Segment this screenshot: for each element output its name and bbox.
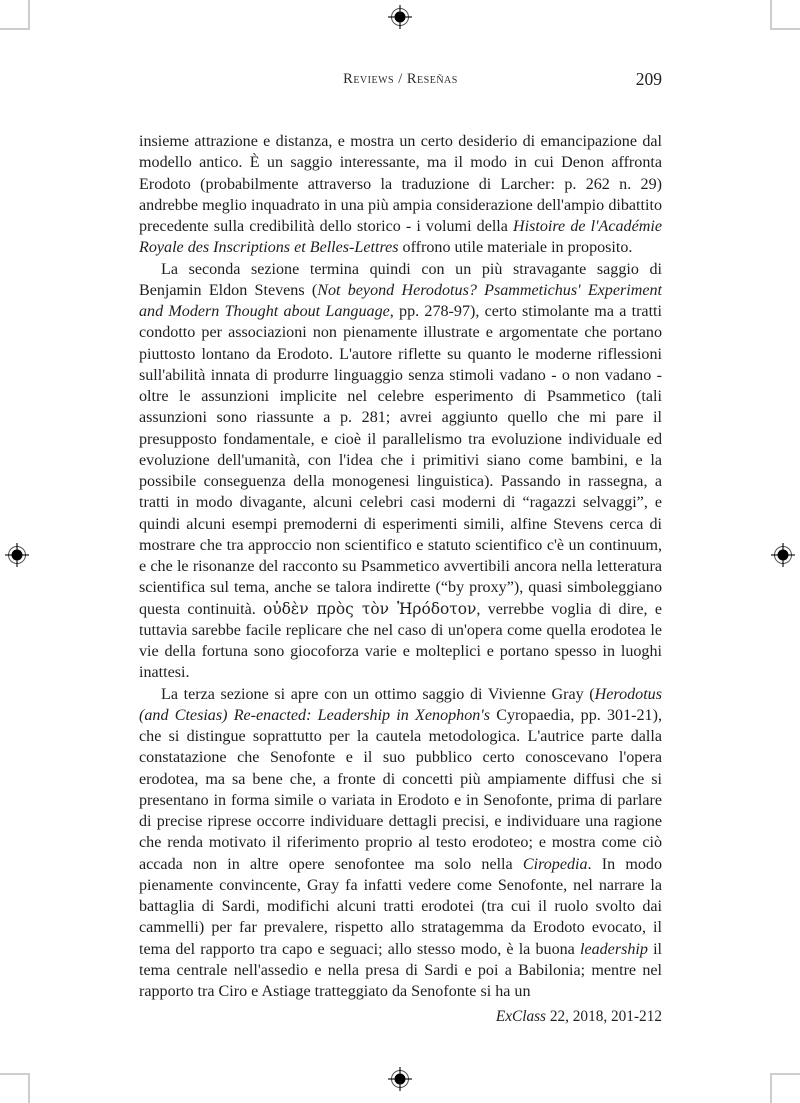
para-denon-italic-1: Histoire de l'Académie Royale des Inscriptions et Belles-Lettres (139, 218, 662, 257)
registration-target-icon (4, 542, 30, 568)
para-stevens-run-2: , pp. 278-97), certo stimolante ma a tratti condotto per associazioni non pienamente illustrate e argomentate che portano piuttosto lontano da Erodoto. L'autore riflette su quanto le moderne riflessioni sull'abilità innata di produrre linguaggio senza stimoli vadano - o non vadano - oltre le assunzioni implicite nel celebre esperimento di Psammetico (tali assunzioni sono riassunte a p. 281; avrei aggiunto quello che mi pare il presupposto fondamentale, e cioè il parallelismo tra evoluzione individuale ed evoluzione dell'umanità, con l'idea che i primitivi siano come bambini, e la possibile conseguenza della monogenesi linguistica). Passando in rassegna, a tratti in modo divagante, alcuni celebri casi moderni di “ragazzi selvaggi”, e quindi alcuni esempi premoderni di esperimenti simili, alfine Stevens cerca di mostrare che tra approccio non scientifico e statuto scientifico c'è un continuum, e che le risonanze del racconto su Psammetico avvertibili ancora nella letteratura scientifica sul tema, anche se talora indirette (“by proxy”), quasi simboleggiano questa continuità. (139, 303, 662, 618)
crop-mark-icon (28, 0, 30, 30)
crop-mark-icon (28, 1073, 30, 1103)
page-number: 209 (635, 69, 662, 89)
para-gray-italic-5: leadership (579, 940, 648, 958)
body-text (139, 131, 662, 1002)
para-gray-run-6: il tema centrale nell'assedio e nella presa di Sardi e poi a Babilonia; mentre nel rapporto tra Ciro e Astiage tratteggiato da Senofonte si ha un (139, 940, 663, 1000)
footer-citation (139, 1008, 662, 1026)
para-stevens-run-0: La seconda sezione termina quindi con un più stravagante saggio di Benjamin Eldon Stevens ( (139, 260, 662, 299)
para-stevens-run-4: , verrebbe voglia di dire, e tuttavia sarebbe facile replicare che nel caso di un'opera come quella erodotea le vie della fortuna sono giocoforza varie e molteplici e portano spesso in luoghi inattesi. (139, 600, 662, 682)
crop-mark-icon (770, 1073, 772, 1103)
crop-mark-icon (770, 0, 772, 30)
crop-mark-icon (770, 1073, 800, 1075)
para-stevens (139, 259, 662, 684)
footer-citation-detail: 22, 2018, 201-212 (546, 1008, 662, 1025)
para-stevens-italic-1: Not beyond Herodotus? Psammetichus' Experiment and Modern Thought about Language (139, 281, 662, 320)
para-stevens-greek-quote: οὐδὲν πρὸς τὸν Ἡρόδοτον (263, 599, 477, 618)
para-gray (139, 684, 662, 1003)
footer-journal-name: ExClass (495, 1008, 546, 1025)
page-content (139, 0, 662, 1103)
running-head-title: Reviews / Reseñas (343, 71, 458, 87)
para-gray-run-0: La terza sezione si apre con un ottimo saggio di Vivienne Gray ( (161, 685, 595, 703)
para-gray-run-2: Cyropaedia, pp. 301-21), che si distingue soprattutto per la cautela metodologica. L'autrice parte dalla constatazione che Senofonte e il suo pubblico certo conoscevano l'opera erodotea, ma sa bene che, a fronte di concetti più ampiamente diffusi che si presentano in forma simile o variata in Erodoto e in Senofonte, prima di parlare di precise riprese occorre individuare dettagli precisi, e individuare una ragione che renda motivato il riferimento proprio al testo erodoteo; e mostra come ciò accada non in altre opere senofontee ma solo nella (139, 706, 662, 873)
para-denon-run-2: offrono utile materiale in proposito. (398, 239, 633, 257)
para-denon-run-0: insieme attrazione e distanza, e mostra un certo desiderio di emancipazione dal modello antico. È un saggio interessante, ma il modo in cui Denon affronta Erodoto (probabilmente attraverso la traduzione di Larcher: p. 262 n. 29) andrebbe meglio inquadrato in una più ampia considerazione dell'ampio dibattito precedente sulla credibilità dello storico - i volumi della (139, 133, 662, 235)
running-head (139, 71, 662, 95)
crop-mark-icon (0, 1073, 30, 1075)
para-gray-italic-1: Herodotus (and Ctesias) Re-enacted: Leadership in Xenophon's (139, 685, 662, 724)
para-denon (139, 131, 662, 259)
para-gray-run-4: . In modo pienamente convincente, Gray fa infatti vedere come Senofonte, nel narrare la battaglia di Sardi, modifichi alcuni tratti erodotei (tra cui il ruolo svolto dai cammelli) per far prevalere, rispetto allo stratagemma da Erodoto evocato, il tema del rapporto tra capo e seguaci; allo stesso modo, è la buona (139, 855, 662, 958)
para-gray-italic-3: Ciropedia (522, 855, 588, 873)
crop-mark-icon (770, 28, 800, 30)
registration-target-icon (770, 542, 796, 568)
crop-mark-icon (0, 28, 30, 30)
